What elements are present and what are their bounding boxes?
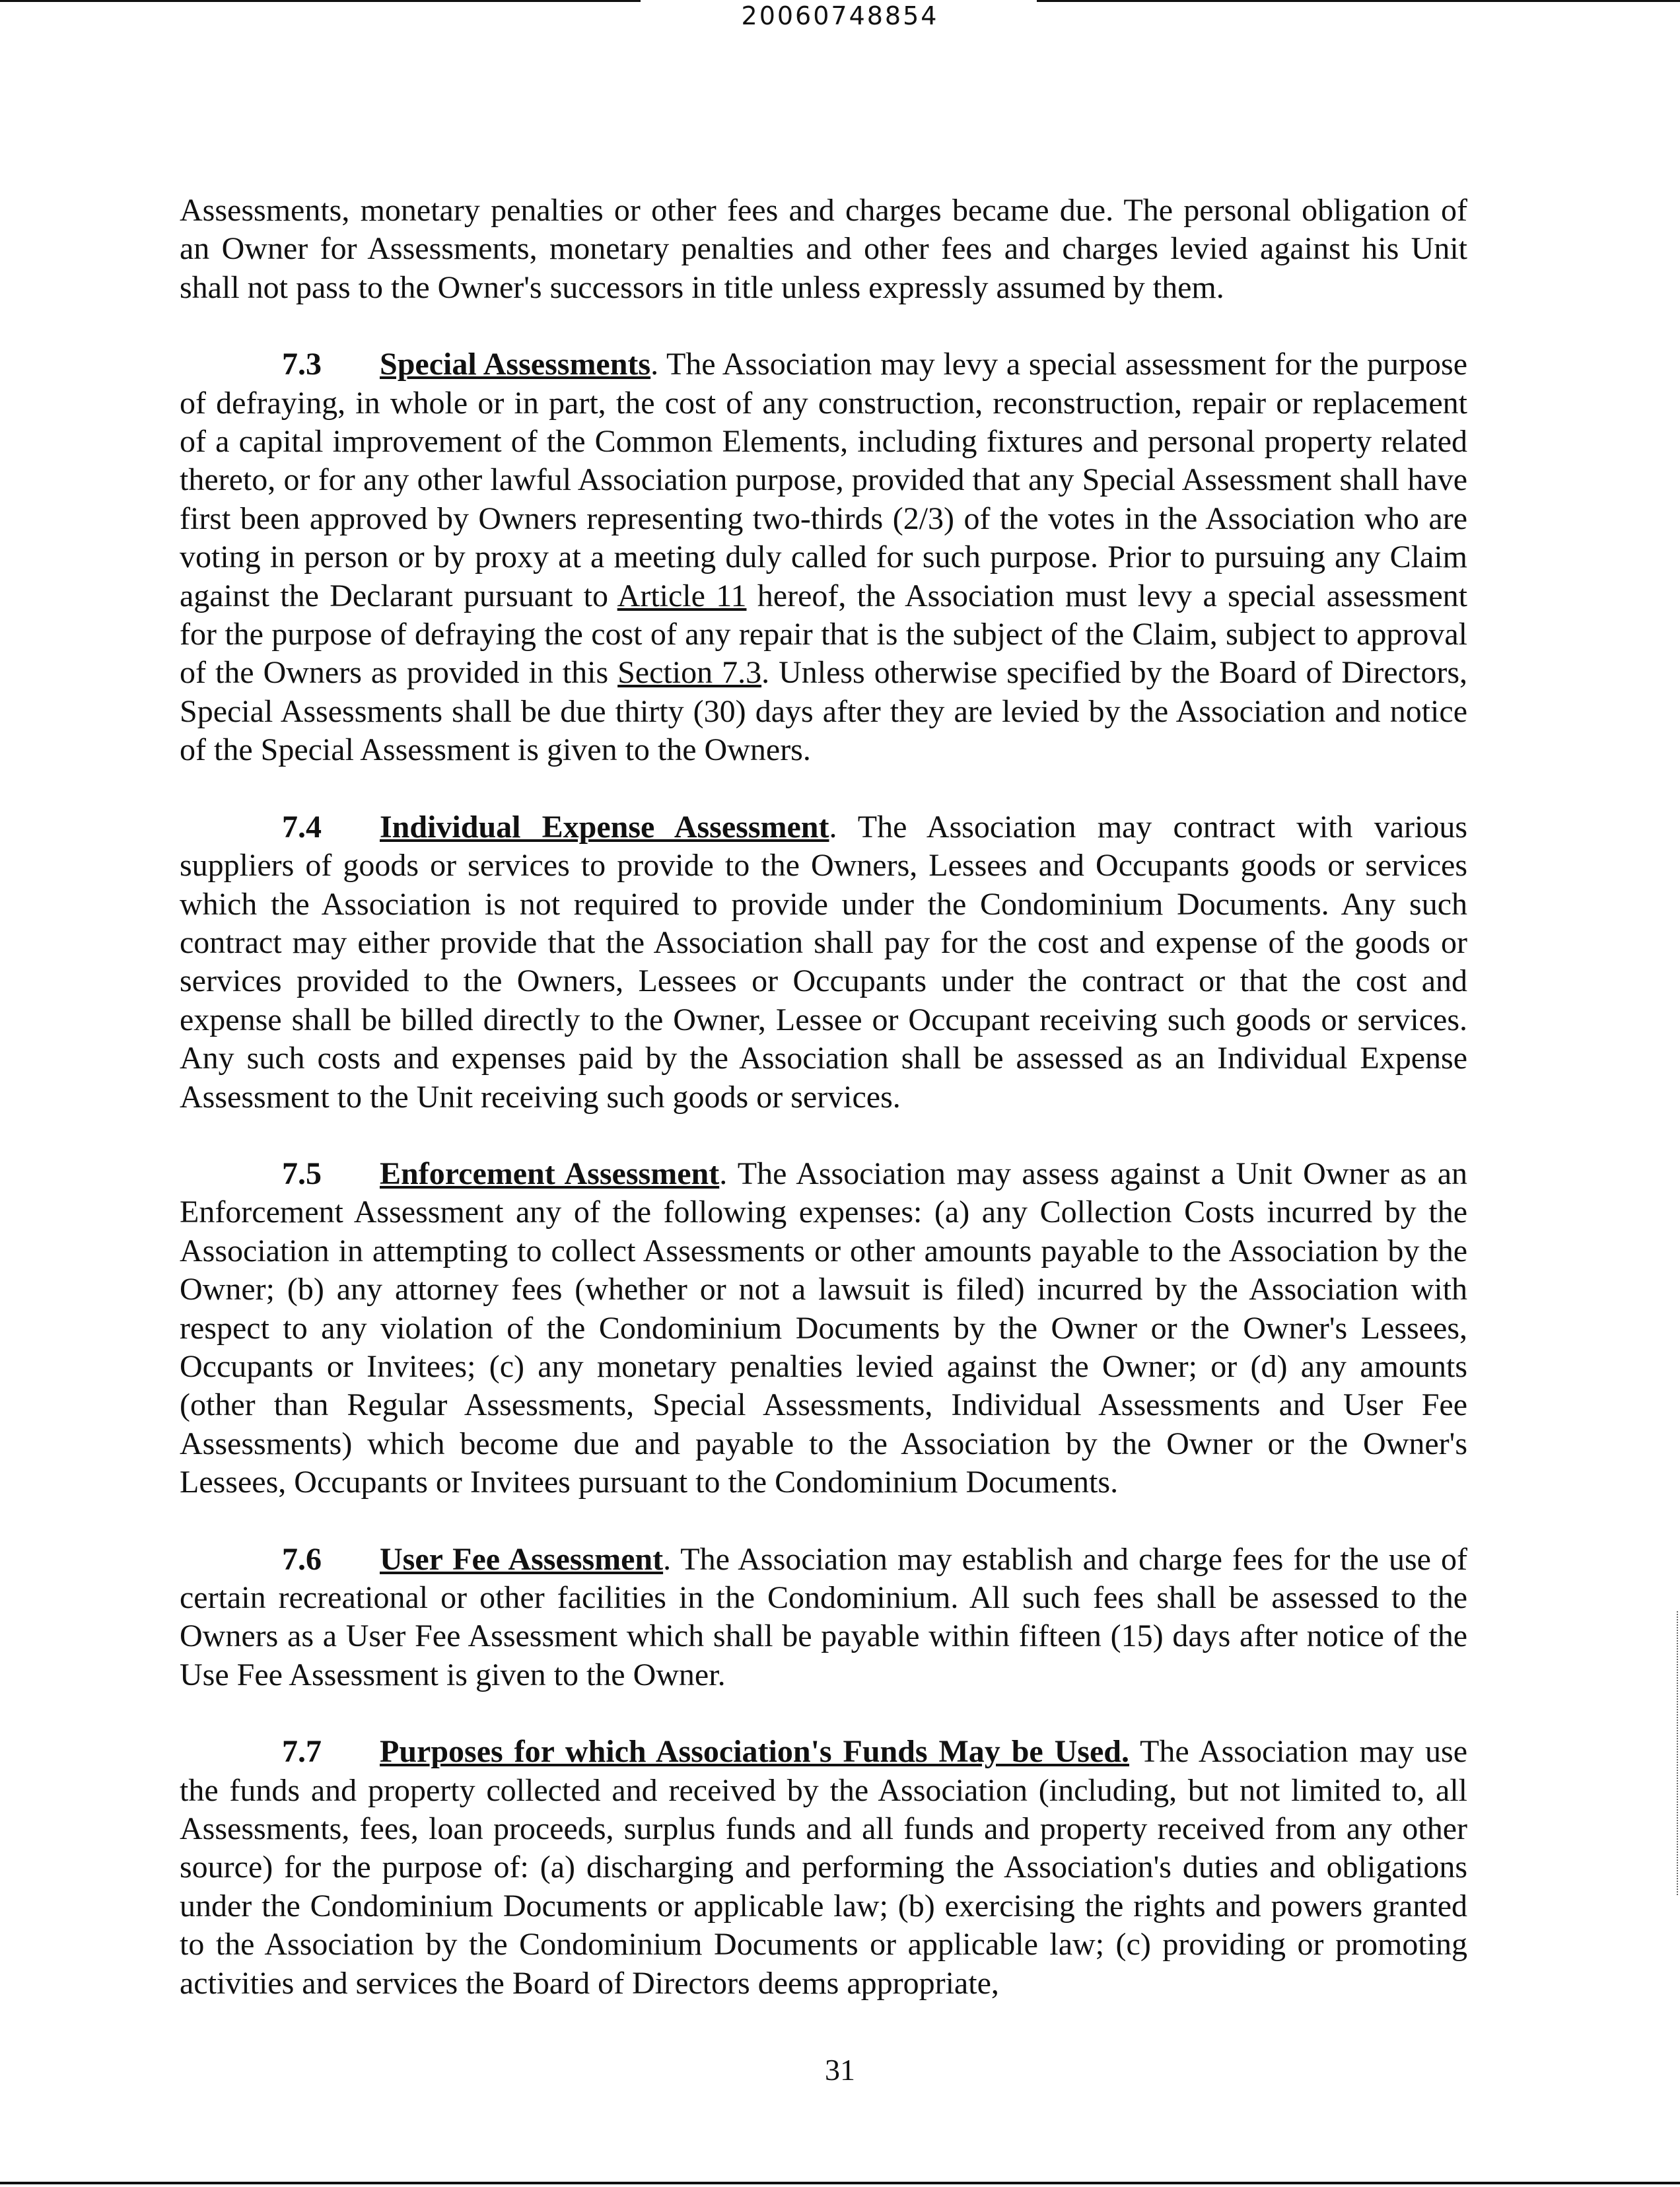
- bottom-rule: [0, 2182, 1680, 2184]
- section-text: . The Association may establish and charge fees for the use of certain recreational or other facilities in the Condominium. All such fees shall be assessed to the Owners as a User Fee Assessment which shall be payable within fifteen (15) days after notice of the Use Fee Assessment is given to the Owner.: [180, 1541, 1467, 1692]
- page-number: 31: [825, 2053, 855, 2087]
- section-reference: Section 7.3: [617, 655, 762, 691]
- section-heading: User Fee Assessment: [380, 1541, 664, 1577]
- section-heading: Enforcement Assessment: [380, 1156, 720, 1191]
- section-number: 7.6: [282, 1541, 322, 1577]
- right-edge-scan-mark: [1677, 1611, 1678, 1895]
- section-7-5: [180, 1155, 1467, 1502]
- section-7-7: [180, 1733, 1467, 2003]
- section-text: hereof, the Association must levy a special assessment for the purpose of defraying the cost of any repair that is the subject of the Claim, subject to approval of the Owners as provided in this: [180, 578, 1468, 691]
- document-number: 20060748854: [741, 1, 939, 30]
- section-number: 7.4: [282, 809, 322, 845]
- section-7-6: [180, 1541, 1467, 1695]
- section-number: 7.5: [282, 1156, 322, 1191]
- section-text: The Association may use the funds and property collected and received by the Association (including, but not limited to, all Assessments, fees, loan proceeds, surplus funds and all funds and property received from any other source) for the purpose of: (a) discharging and performing the Association's duties and obligations under the Condominium Documents or applicable law; (b) exercising the rights and powers granted to the Association by the Condominium Documents or applicable law; (c) providing or promoting activities and services the Board of Directors deems appropriate,: [180, 1734, 1468, 2001]
- section-7-4: [180, 808, 1467, 1117]
- section-number: 7.3: [282, 347, 322, 382]
- section-heading: Special Assessments: [380, 347, 651, 382]
- article-reference: Article 11: [617, 578, 747, 613]
- page-body: [180, 191, 1467, 2003]
- section-number: 7.7: [282, 1734, 322, 1770]
- section-text: . The Association may contract with various suppliers of goods or services to provide to the Owners, Lessees and Occupants goods or services which the Association is not required to provide under the Condominium Documents. Any such contract may either provide that the Association shall pay for the cost and expense of the goods or services provided to the Owners, Lessees or Occupants under the contract or that the cost and expense shall be billed directly to the Owner, Lessee or Occupant receiving such goods or services. Any such costs and expenses paid by the Association shall be assessed as an Individual Expense Assessment to the Unit receiving such goods or services.: [180, 809, 1467, 1115]
- section-text: . Unless otherwise specified by the Board of Directors, Special Assessments shall be due thirty (30) days after they are levied by the Association and notice of the Special Assessment is given to the Owners.: [180, 655, 1467, 768]
- intro-paragraph: Assessments, monetary penalties or other fees and charges became due. The personal obligation of an Owner for Assessments, monetary penalties and other fees and charges levied against his Unit shall not pass to the Owner's successors in title unless expressly assumed by them.: [180, 193, 1467, 305]
- section-7-3: [180, 345, 1467, 769]
- section-heading: Individual Expense Assessment: [380, 809, 829, 845]
- section-heading: Purposes for which Association's Funds May be Used.: [380, 1734, 1129, 1770]
- section-text: . The Association may assess against a Unit Owner as an Enforcement Assessment any of the following expenses: (a) any Collection Costs incurred by the Association in attempting to collect Assessments or other amounts payable to the Association by the Owner; (b) any attorney fees (whether or not a lawsuit is filed) incurred by the Association with respect to any violation of the Condominium Documents by the Owner or the Owner's Lessees, Occupants or Invitees; (c) any monetary penalties levied against the Owner; or (d) any amounts (other than Regular Assessments, Special Assessments, Individual Assessments and User Fee Assessments) which become due and payable to the Association by the Owner or the Owner's Lessees, Occupants or Invitees pursuant to the Condominium Documents.: [180, 1156, 1468, 1500]
- section-text: . The Association may levy a special assessment for the purpose of defraying, in whole or in part, the cost of any construction, reconstruction, repair or replacement of a capital improvement of the Common Elements, including fixtures and personal property related thereto, or for any other lawful Association purpose, provided that any Special Assessment shall have first been approved by Owners representing two-thirds (2/3) of the votes in the Association who are voting in person or by proxy at a meeting duly called for such purpose. Prior to pursuing any Claim against the Declarant pursuant to: [180, 347, 1468, 613]
